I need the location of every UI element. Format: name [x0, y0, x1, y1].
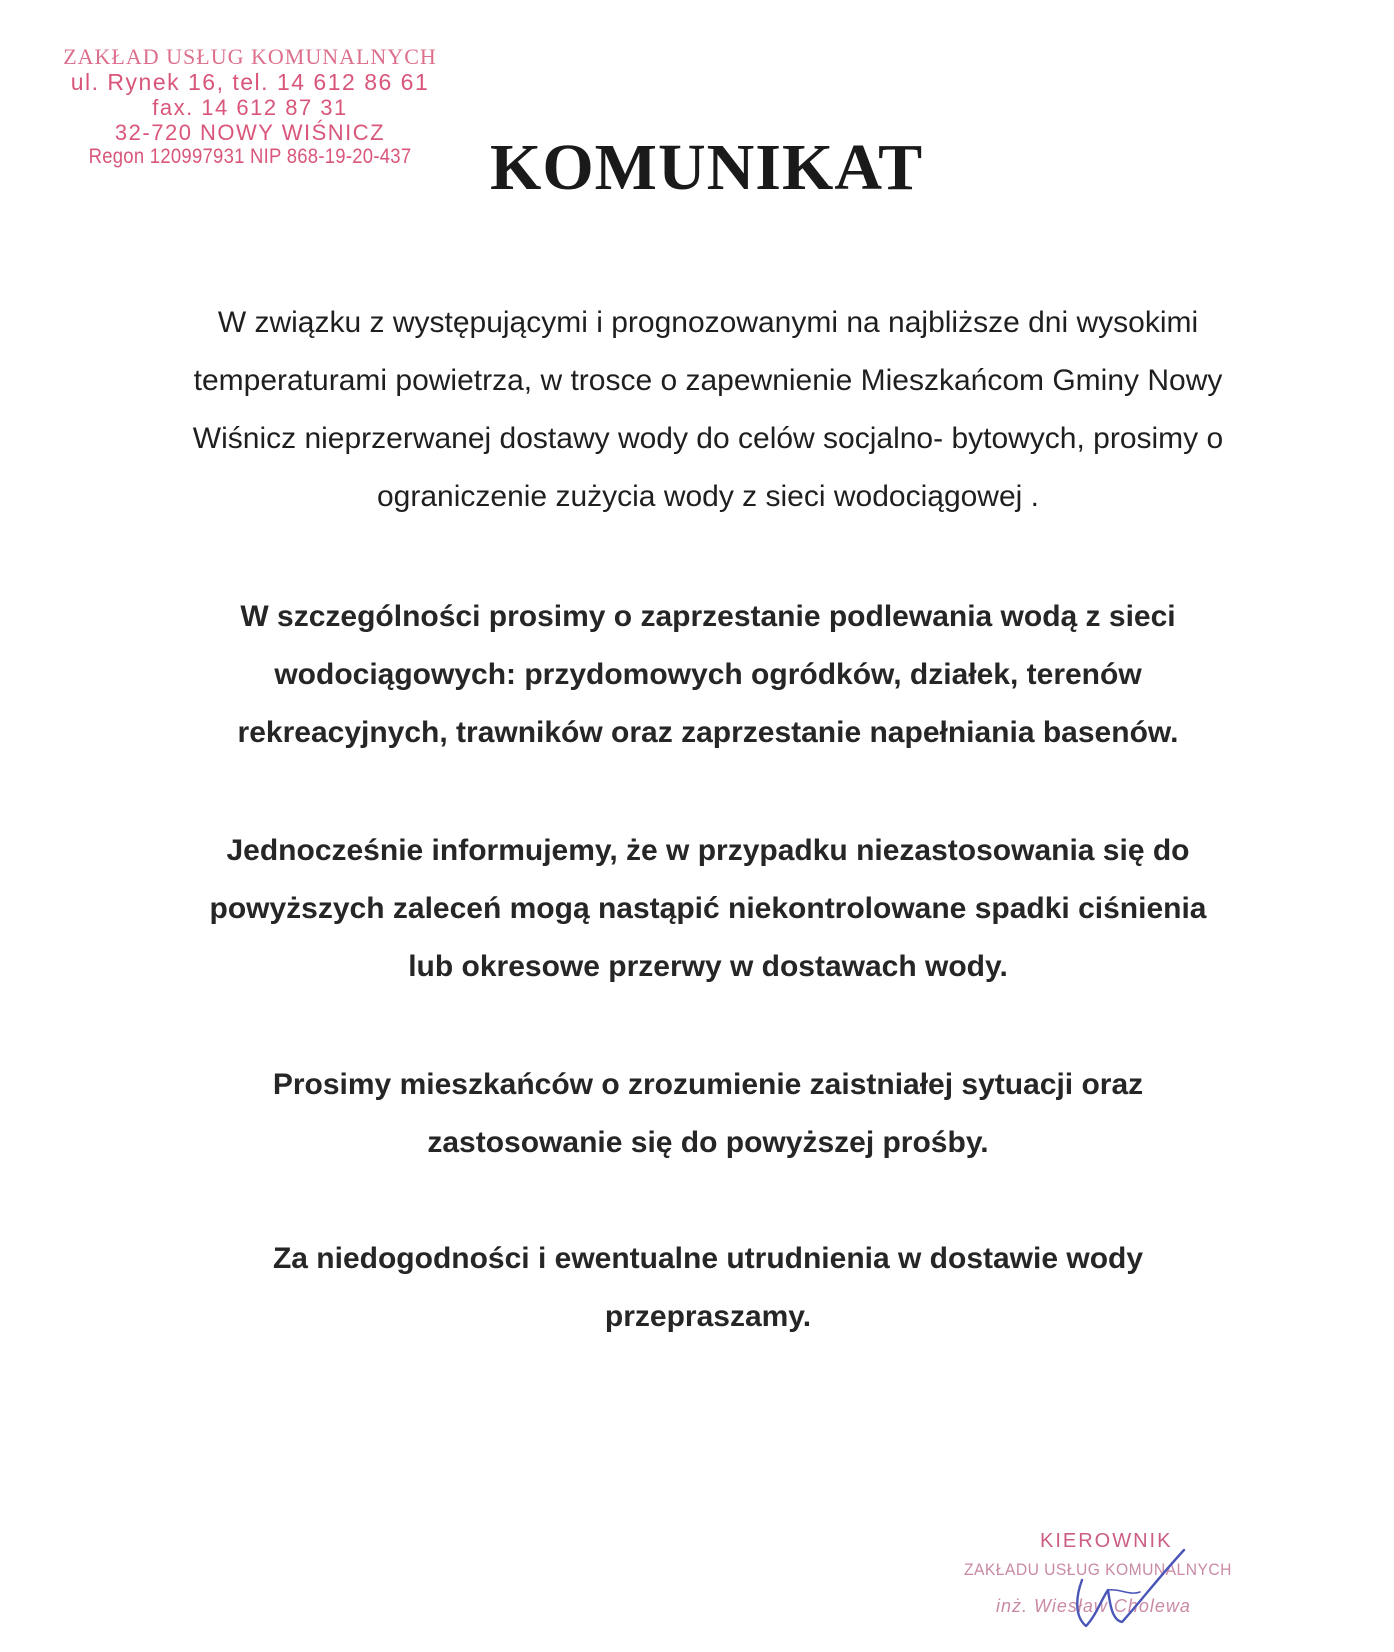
paragraph-line: Za niedogodności i ewentualne utrudnienia w dostawie wody	[272, 1242, 1144, 1275]
paragraph-intro	[118, 294, 1298, 526]
paragraph-line: W związku z występującymi i prognozowanymi na najbliższe dni wysokimi	[217, 306, 1199, 339]
stamp-role: KIEROWNIK	[1040, 1530, 1173, 1552]
paragraph-line: lub okresowe przerwy w dostawach wody.	[408, 950, 1008, 983]
paragraph-warning	[118, 822, 1298, 996]
paragraph-line: W szczególności prosimy o zaprzestanie podlewania wodą z sieci	[240, 600, 1176, 633]
stamp-postal-city: 32-720 NOWY WIŚNICZ	[114, 120, 386, 146]
paragraph-line: rekreacyjnych, trawników oraz zaprzestanie napełniania basenów.	[237, 716, 1179, 749]
paragraph-apology	[118, 1230, 1298, 1346]
paragraph-line: ograniczenie zużycia wody z sieci wodociągowej .	[377, 480, 1039, 513]
handwritten-signature	[1052, 1538, 1192, 1638]
paragraph-line: powyższych zaleceń mogą nastąpić niekontrolowane spadki ciśnienia	[209, 892, 1207, 925]
paragraph-line: wodociągowych: przydomowych ogródków, działek, terenów	[274, 658, 1142, 691]
paragraph-line: przepraszamy.	[604, 1300, 812, 1333]
stamp-manager-name: inż. Wiesław Cholewa	[996, 1596, 1191, 1616]
stamp-fax: fax. 14 612 87 31	[152, 95, 348, 121]
paragraph-line: temperaturami powietrza, w trosce o zapewnienie Mieszkańcom Gminy Nowy	[193, 364, 1223, 397]
paragraph-watering-request	[118, 588, 1298, 762]
paragraph-understanding	[118, 1056, 1298, 1172]
manager-signature-stamp	[960, 1530, 1240, 1640]
paragraph-line: Wiśnicz nieprzerwanej dostawy wody do celów socjalno- bytowych, prosimy o	[192, 422, 1224, 455]
company-header-stamp	[40, 44, 460, 169]
stamp-regon-nip: Regon 120997931 NIP 868-19-20-437	[88, 145, 412, 169]
document-title: KOMUNIKAT	[490, 131, 924, 204]
paragraph-line: zastosowanie się do powyższej prośby.	[427, 1126, 989, 1159]
stamp-company-name: ZAKŁAD USŁUG KOMUNALNYCH	[63, 44, 437, 69]
stamp-address-phone: ul. Rynek 16, tel. 14 612 86 61	[70, 69, 430, 96]
paragraph-line: Jednocześnie informujemy, że w przypadku niezastosowania się do	[226, 834, 1190, 867]
paragraph-line: Prosimy mieszkańców o zrozumienie zaistniałej sytuacji oraz	[272, 1068, 1144, 1101]
stamp-unit: ZAKŁADU USŁUG KOMUNALNYCH	[964, 1560, 1232, 1579]
